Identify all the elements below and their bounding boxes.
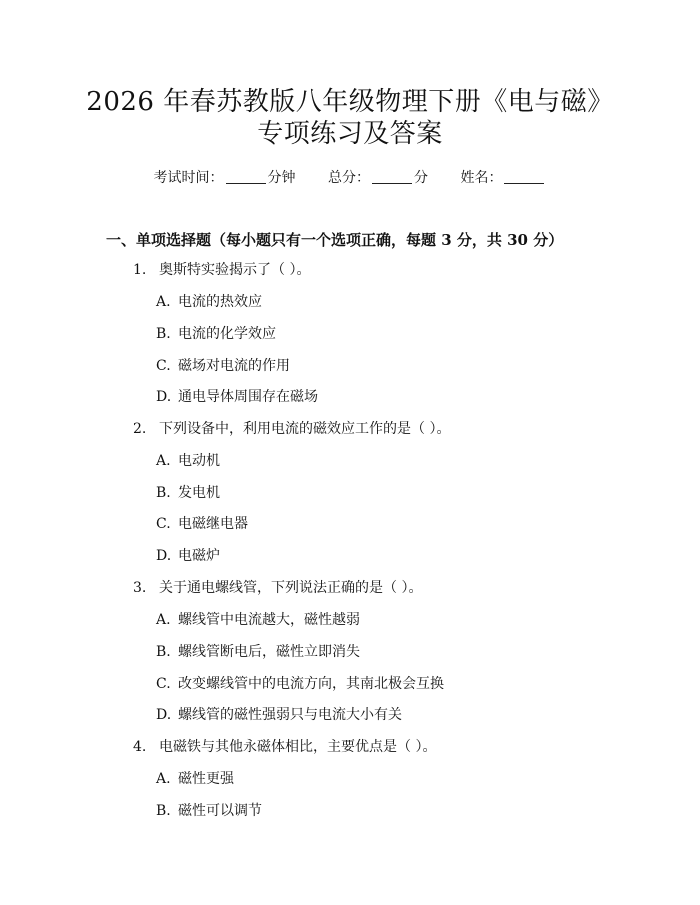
option-letter: B. <box>156 803 171 819</box>
option-text: 电磁继电器 <box>178 516 248 532</box>
document-title-line-2: 专项练习及答案 <box>257 119 443 149</box>
option-letter: B. <box>156 485 171 501</box>
question-1-option-d <box>156 387 318 407</box>
question-2-option-d <box>156 546 220 566</box>
question-1-option-b <box>156 324 276 344</box>
question-1-option-a <box>156 292 262 312</box>
question-text: 电磁铁与其他永磁体相比，主要优点是（ ）。 <box>159 739 437 755</box>
name-blank <box>504 169 544 184</box>
question-text: 下列设备中，利用电流的磁效应工作的是（ ）。 <box>159 421 451 437</box>
question-number: 1. <box>133 262 147 278</box>
option-text: 通电导体周围存在磁场 <box>178 389 318 405</box>
option-letter: D. <box>156 389 172 405</box>
option-letter: B. <box>156 644 171 660</box>
question-2 <box>133 419 450 439</box>
option-letter: A. <box>156 294 171 310</box>
question-3 <box>133 578 422 598</box>
option-text: 螺线管的磁性强弱只与电流大小有关 <box>178 707 402 723</box>
option-text: 改变螺线管中的电流方向，其南北极会互换 <box>178 676 444 692</box>
name-label: 姓名： <box>460 170 503 186</box>
question-2-option-b <box>156 483 220 503</box>
option-letter: C. <box>156 358 171 374</box>
question-text: 奥斯特实验揭示了（ ）。 <box>159 262 311 278</box>
option-text: 电动机 <box>178 453 220 469</box>
option-letter: A. <box>156 612 171 628</box>
option-text: 电流的化学效应 <box>178 326 276 342</box>
option-letter: D. <box>156 707 172 723</box>
exam-time-field <box>154 168 296 188</box>
exam-info <box>0 168 700 188</box>
option-text: 磁性更强 <box>178 771 234 787</box>
exam-time-unit: 分钟 <box>267 170 296 186</box>
question-1-option-c <box>156 356 290 376</box>
option-text: 磁场对电流的作用 <box>178 358 290 374</box>
option-letter: A. <box>156 453 171 469</box>
question-text: 关于通电螺线管，下列说法正确的是（ ）。 <box>159 580 423 596</box>
question-number: 4. <box>133 739 147 755</box>
question-1 <box>133 260 310 280</box>
option-letter: C. <box>156 676 171 692</box>
option-letter: C. <box>156 516 171 532</box>
section-heading: 一、单项选择题（每小题只有一个选项正确，每题 3 分，共 30 分） <box>106 231 564 249</box>
option-text: 发电机 <box>178 485 220 501</box>
option-text: 电磁炉 <box>178 548 220 564</box>
question-4-option-b <box>156 801 262 821</box>
question-4-option-a <box>156 769 234 789</box>
option-text: 电流的热效应 <box>178 294 262 310</box>
total-score-field <box>328 168 428 188</box>
document-title-line-1: 2026 年春苏教版八年级物理下册《电与磁》 <box>86 87 614 117</box>
question-2-option-c <box>156 514 248 534</box>
question-3-option-a <box>156 610 360 630</box>
question-3-option-b <box>156 642 360 662</box>
option-text: 螺线管断电后，磁性立即消失 <box>178 644 360 660</box>
exam-time-blank <box>226 169 266 184</box>
question-number: 2. <box>133 421 147 437</box>
question-4 <box>133 737 436 757</box>
option-letter: A. <box>156 771 171 787</box>
total-score-unit: 分 <box>414 170 428 186</box>
option-text: 磁性可以调节 <box>178 803 262 819</box>
question-3-option-c <box>156 674 444 694</box>
option-text: 螺线管中电流越大，磁性越弱 <box>178 612 360 628</box>
question-number: 3. <box>133 580 147 596</box>
question-3-option-d <box>156 705 402 725</box>
name-field <box>460 168 546 188</box>
question-2-option-a <box>156 451 220 471</box>
total-score-label: 总分： <box>328 170 370 186</box>
total-score-blank <box>372 169 412 184</box>
option-letter: B. <box>156 326 171 342</box>
option-letter: D. <box>156 548 172 564</box>
exam-time-label: 考试时间： <box>153 170 224 186</box>
